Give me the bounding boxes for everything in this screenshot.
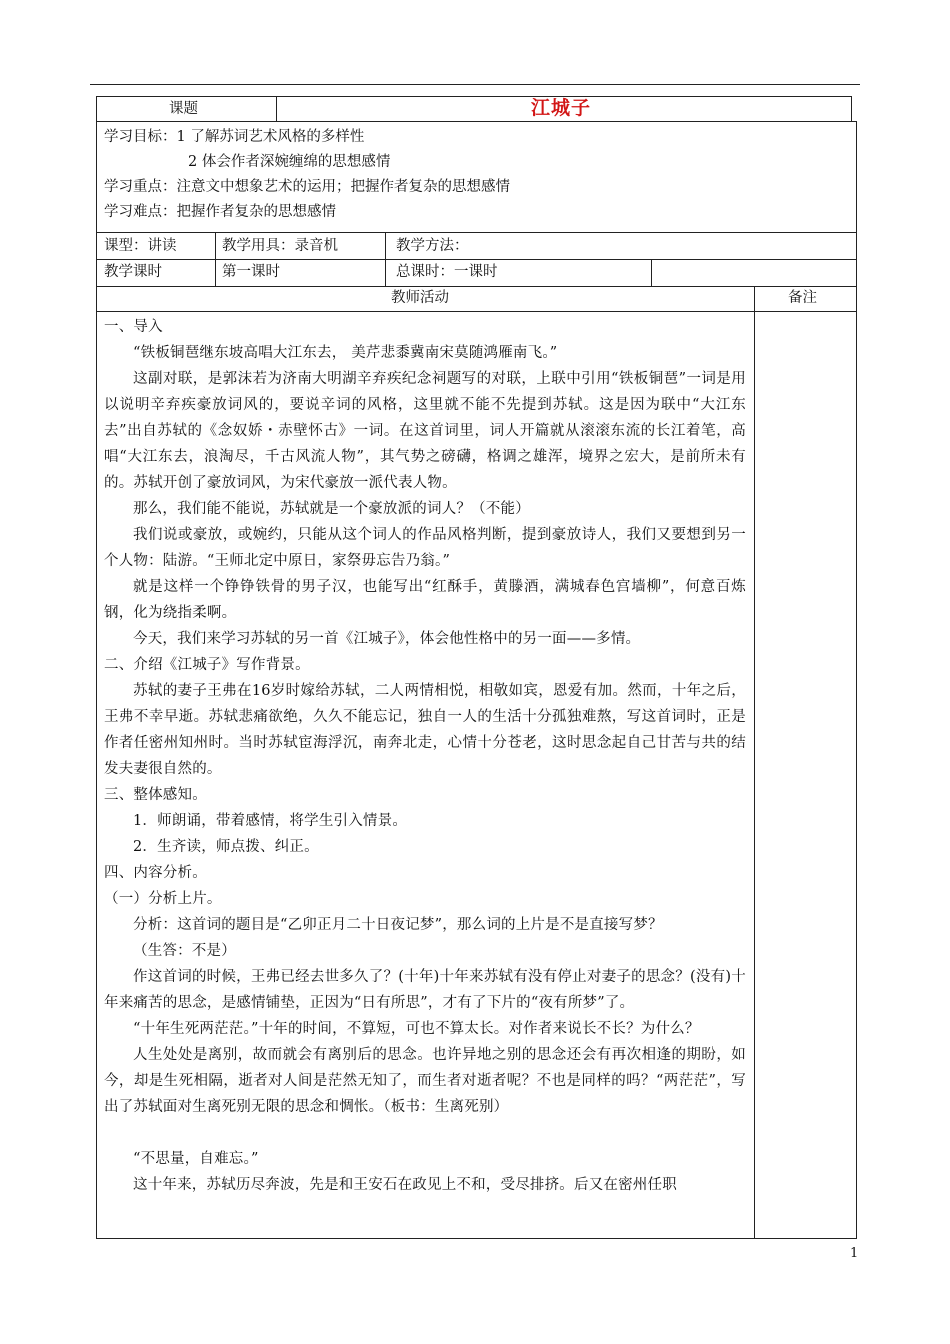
difficulties: 学习难点：把握作者复杂的思想感情 xyxy=(104,204,336,220)
teacher-activity-header: 教师活动 xyxy=(391,290,449,306)
paragraph: “十年生死两茫茫。”十年的时间，不算短，可也不算太长。对作者来说长不长？为什么？ xyxy=(133,1021,700,1037)
paragraph: 1．师朗诵，带着感情，将学生引入情景。 xyxy=(133,813,408,829)
key-points: 学习重点：注意文中想象艺术的运用；把握作者复杂的思想感情 xyxy=(104,179,510,195)
page-top-rule xyxy=(90,84,860,85)
title-row xyxy=(96,96,852,122)
section-heading: 三、整体感知。 xyxy=(104,787,207,803)
paragraph: （生答：不是） xyxy=(133,943,236,959)
paragraph: 2．生齐读，师点拨、纠正。 xyxy=(133,839,319,855)
lesson-type: 课型：讲读 xyxy=(104,238,177,254)
teaching-tools: 教学用具：录音机 xyxy=(222,238,338,254)
section-heading: 二、介绍《江城子》写作背景。 xyxy=(104,657,310,673)
paragraph: “铁板铜琶继东坡高唱大江东去， 美芹悲黍冀南宋莫随鸿雁南飞。” xyxy=(133,345,558,361)
teacher-activity-body xyxy=(104,314,746,1198)
paragraph: 我们说或豪放，或婉约，只能从这个词人的作品风格判断，提到豪放诗人，我们又要想到另一个人物：陆游。“王师北定中原日，家祭毋忘告乃翁。” xyxy=(104,527,746,569)
paragraph: 那么，我们能不能说，苏轼就是一个豪放派的词人？（不能） xyxy=(133,501,530,517)
lesson-title: 江城子 xyxy=(531,97,592,119)
paragraph: 分析：这首词的题目是“乙卯正月二十日夜记梦”，那么词的上片是不是直接写梦？ xyxy=(133,917,663,933)
paragraph: “不思量，自难忘。” xyxy=(133,1151,259,1167)
class-period-label: 教学课时 xyxy=(104,264,162,280)
remarks-header: 备注 xyxy=(788,290,817,306)
teaching-method: 教学方法： xyxy=(396,238,469,254)
total-periods: 总课时：一课时 xyxy=(396,264,498,280)
paragraph: 今天，我们来学习苏轼的另一首《江城子》，体会他性格中的另一面——多情。 xyxy=(133,631,641,647)
paragraph: 作这首词的时候，王弗已经去世多久了？(十年)十年来苏轼有没有停止对妻子的思念？(没有)十年来痛苦的思念，是感情铺垫，正因为“日有所思”，才有了下片的“夜有所梦”了。 xyxy=(104,969,746,1011)
paragraph-gap xyxy=(104,1120,746,1146)
paragraph: 这副对联，是郭沫若为济南大明湖辛弃疾纪念祠题写的对联，上联中引用“铁板铜琶”一词是用以说明辛弃疾豪放词风的，要说辛词的风格，这里就不能不先提到苏轼。这是因为联中“大江东去”出自苏轼的《念奴娇・赤壁怀古》一词。在这首词里，词人开篇就从滚滚东流的长江着笔，高唱“大江东去，浪淘尽，千古风流人物”，其气势之磅礴，格调之雄浑，境界之宏大，是前所未有的。苏轼开创了豪放词风，为宋代豪放一派代表人物。 xyxy=(104,371,746,491)
paragraph: 这十年来，苏轼历尽奔波，先是和王安石在政见上不和，受尽排挤。后又在密州任职 xyxy=(133,1177,677,1193)
section-heading: （一）分析上片。 xyxy=(104,891,222,907)
page-number: 1 xyxy=(850,1246,859,1261)
section-heading: 一、导入 xyxy=(104,319,163,335)
section-heading: 四、内容分析。 xyxy=(104,865,207,881)
course-label: 课题 xyxy=(169,101,198,117)
objective-2: 2 体会作者深婉缠绵的思想感情 xyxy=(188,154,391,170)
class-period-value: 第一课时 xyxy=(222,264,280,280)
paragraph: 人生处处是离别，故而就会有离别后的思念。也许异地之别的思念还会有再次相逢的期盼，如今，却是生死相隔，逝者对人间是茫然无知了，而生者对逝者呢？不也是同样的吗？“两茫茫”，写出了苏轼面对生离死别无限的思念和惆怅。（板书：生离死别） xyxy=(104,1047,746,1115)
paragraph: 就是这样一个铮铮铁骨的男子汉，也能写出“红酥手，黄滕酒，满城春色宫墙柳”，何意百炼钢，化为绕指柔啊。 xyxy=(104,579,746,621)
objective-1: 学习目标：1 了解苏词艺术风格的多样性 xyxy=(104,129,365,145)
paragraph: 苏轼的妻子王弗在16岁时嫁给苏轼，二人两情相悦，相敬如宾，恩爱有加。然而，十年之后，王弗不幸早逝。苏轼悲痛欲绝，久久不能忘记，独自一人的生活十分孤独难熬，写这首词时，正是作者任密州知州时。当时苏轼宦海浮沉，南奔北走，心情十分苍老，这时思念起自己甘苦与共的结发夫妻很自然的。 xyxy=(104,683,746,777)
